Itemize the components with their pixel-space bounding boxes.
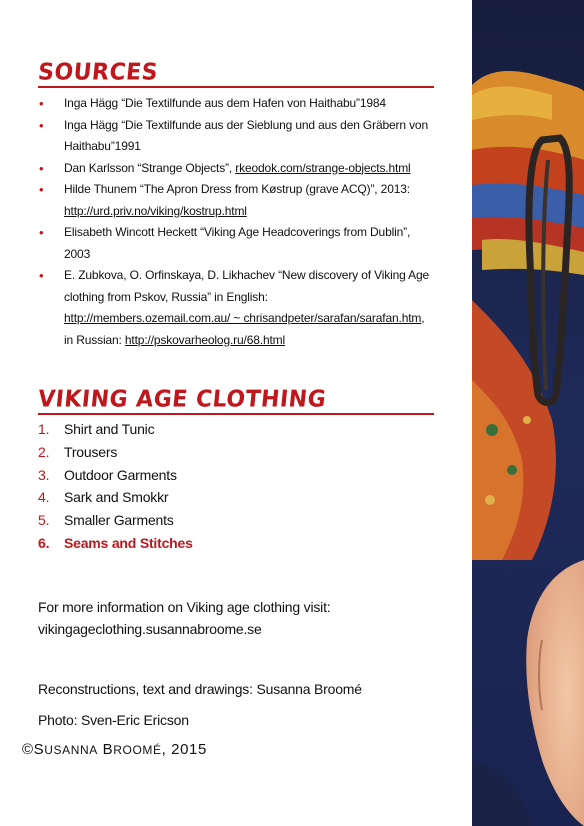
clothing-item-label: Smaller Garments [64, 512, 174, 529]
sources-heading [36, 59, 434, 88]
source-text: Inga Hägg “Die Textilfunde aus der Sieblung und aus den Gräbern von Haithabu”1991 [64, 117, 428, 153]
copyright-symbol: © [22, 741, 34, 758]
clothing-item-label: Sark and Smokkr [64, 489, 169, 506]
copyright [22, 741, 207, 758]
source-text: Elisabeth Wincott Heckett “Viking Age Headcoverings from Dublin”, 2003 [64, 225, 411, 261]
credits-text: Reconstructions, text and drawings: Susanna Broomé [38, 681, 362, 697]
clothing-item-number: 1. [38, 421, 50, 437]
clothing-item-label: Seams and Stitches [64, 534, 193, 551]
source-item [38, 222, 433, 265]
sources-heading-text: SOURCES [36, 59, 160, 86]
copyright-first-rest: USANNA [44, 743, 98, 757]
shears-photo [472, 0, 584, 826]
source-item [38, 265, 433, 351]
clothing-item-outdoor-garments[interactable] [38, 464, 433, 487]
clothing-item-smaller-garments[interactable] [38, 509, 433, 532]
source-text: Hilde Thunem “The Apron Dress from Køstrup (grave ACQ)”, 2013: [64, 182, 410, 196]
source-link-english[interactable]: http://members.ozemail.com.au/ ~ chrisandpeter/sarafan/sarafan.htm [64, 311, 422, 325]
clothing-item-number: 5. [38, 512, 50, 529]
copyright-last-initial: B [102, 741, 114, 758]
clothing-item-label: Outdoor Garments [64, 466, 177, 483]
sources-list [38, 93, 433, 351]
clothing-item-sark-and-smokkr[interactable] [38, 486, 433, 509]
clothing-heading-text: VIKING AGE CLOTHING [36, 386, 328, 413]
photo-panel [472, 0, 584, 826]
source-text: , in Russian: [64, 311, 425, 347]
more-info [38, 596, 438, 640]
clothing-item-label: Trousers [64, 443, 118, 460]
clothing-item-number: 3. [38, 466, 50, 483]
source-text: Dan Karlsson “Strange Objects”, [64, 160, 236, 175]
clothing-item-shirt-and-tunic[interactable] [38, 418, 433, 441]
source-link-russian[interactable]: http://pskovarheolog.ru/68.html [124, 332, 286, 347]
clothing-item-label: Shirt and Tunic [64, 421, 155, 437]
clothing-item-number: 2. [38, 443, 50, 460]
source-link[interactable]: rkeodok.com/strange-objects.html [235, 160, 411, 175]
source-item [38, 179, 433, 222]
source-item [38, 158, 433, 180]
clothing-item-trousers[interactable] [38, 441, 433, 464]
clothing-item-seams-and-stitches[interactable] [38, 532, 433, 555]
source-item [38, 115, 433, 158]
source-link[interactable]: http://urd.priv.no/viking/kostrup.html [64, 203, 247, 218]
clothing-item-number: 6. [38, 534, 50, 551]
copyright-first-initial: S [33, 741, 45, 758]
clothing-item-number: 4. [38, 489, 50, 506]
copyright-last-rest: ROOMÉ [113, 743, 162, 757]
website-link[interactable]: vikingageclothing.susannabroome.se [38, 621, 262, 637]
source-item [38, 93, 433, 115]
photo-credit: Photo: Sven-Eric Ericson [38, 712, 189, 728]
clothing-heading [36, 386, 434, 415]
copyright-year: , 2015 [161, 741, 207, 758]
more-info-text: For more information on Viking age clothing visit: [38, 599, 331, 615]
clothing-list [38, 418, 433, 555]
source-text: E. Zubkova, O. Orfinskaya, D. Likhachev “New discovery of Viking Age clothing from Pskov, Russia” in English: [64, 268, 430, 304]
source-text: Inga Hägg “Die Textilfunde aus dem Hafen von Haithabu”1984 [64, 96, 386, 110]
